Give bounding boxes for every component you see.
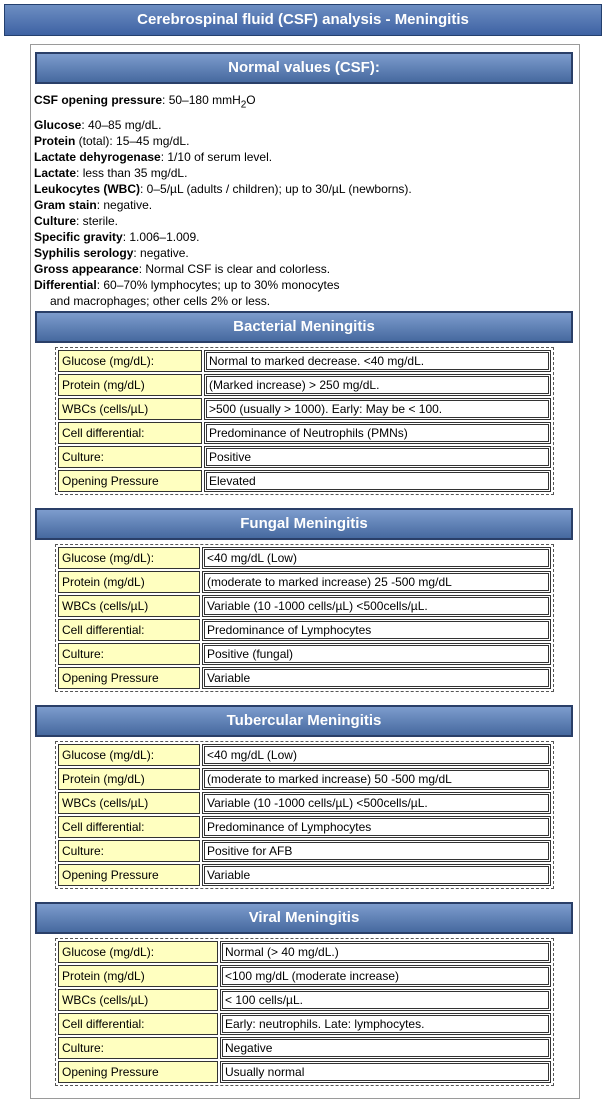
normal-line-syphilis: Syphilis serology: negative. bbox=[34, 246, 189, 261]
table-row bbox=[58, 643, 551, 665]
table-row bbox=[58, 422, 551, 444]
table-row bbox=[58, 941, 551, 963]
row-label: WBCs (cells/µL) bbox=[58, 989, 218, 1011]
row-value: Predominance of Lymphocytes bbox=[202, 619, 551, 641]
normal-line-differential: Differential: 60–70% lymphocytes; up to 30% monocytes bbox=[34, 278, 340, 293]
tubercular-meningitis-table bbox=[55, 741, 554, 889]
row-label: Protein (mg/dL) bbox=[58, 374, 202, 396]
table-row bbox=[58, 744, 551, 766]
viral-meningitis-header: Viral Meningitis bbox=[35, 902, 573, 934]
table-row bbox=[58, 1061, 551, 1083]
normal-line-gross-appearance: Gross appearance: Normal CSF is clear and colorless. bbox=[34, 262, 331, 277]
table-row bbox=[58, 446, 551, 468]
fungal-meningitis-table bbox=[55, 544, 554, 692]
row-value: Elevated bbox=[204, 470, 551, 492]
row-label: Glucose (mg/dL): bbox=[58, 941, 218, 963]
normal-line-opening-pressure: CSF opening pressure: 50–180 mmH$_2$O bbox=[34, 93, 256, 111]
table-row bbox=[58, 1037, 551, 1059]
row-label: Cell differential: bbox=[58, 619, 200, 641]
fungal-meningitis-header: Fungal Meningitis bbox=[35, 508, 573, 540]
table-row bbox=[58, 619, 551, 641]
table-row bbox=[58, 571, 551, 593]
row-label: Protein (mg/dL) bbox=[58, 571, 200, 593]
normal-line-gram-stain: Gram stain: negative. bbox=[34, 198, 153, 213]
row-value: >500 (usually > 1000). Early: May be < 100. bbox=[204, 398, 551, 420]
row-value: Positive bbox=[204, 446, 551, 468]
row-value: Normal to marked decrease. <40 mg/dL. bbox=[204, 350, 551, 372]
row-value: <100 mg/dL (moderate increase) bbox=[220, 965, 551, 987]
normal-line-culture: Culture: sterile. bbox=[34, 214, 119, 229]
normal-line-protein: Protein (total): 15–45 mg/dL. bbox=[34, 134, 190, 149]
normal-line-ldh: Lactate dehyrogenase: 1/10 of serum level. bbox=[34, 150, 273, 165]
table-row bbox=[58, 1013, 551, 1035]
row-value: Variable bbox=[202, 667, 551, 689]
row-value: < 100 cells/µL. bbox=[220, 989, 551, 1011]
row-value: (Marked increase) > 250 mg/dL. bbox=[204, 374, 551, 396]
row-value: Variable (10 -1000 cells/µL) <500cells/µL. bbox=[202, 792, 551, 814]
bacterial-meningitis-table bbox=[55, 347, 554, 495]
row-label: WBCs (cells/µL) bbox=[58, 398, 202, 420]
row-value: Negative bbox=[220, 1037, 551, 1059]
normal-line-differential-cont: and macrophages; other cells 2% or less. bbox=[50, 294, 271, 309]
normal-values-list bbox=[34, 92, 574, 309]
row-value: <40 mg/dL (Low) bbox=[202, 744, 551, 766]
row-value: Variable (10 -1000 cells/µL) <500cells/µL. bbox=[202, 595, 551, 617]
row-value: Normal (> 40 mg/dL.) bbox=[220, 941, 551, 963]
row-label: Glucose (mg/dL): bbox=[58, 744, 200, 766]
row-label: Opening Pressure bbox=[58, 470, 202, 492]
bacterial-meningitis-header: Bacterial Meningitis bbox=[35, 311, 573, 343]
page-title: Cerebrospinal fluid (CSF) analysis - Meningitis bbox=[4, 4, 602, 36]
row-label: Culture: bbox=[58, 840, 200, 862]
row-label: Culture: bbox=[58, 446, 202, 468]
table-row bbox=[58, 667, 551, 689]
row-value: <40 mg/dL (Low) bbox=[202, 547, 551, 569]
row-value: Early: neutrophils. Late: lymphocytes. bbox=[220, 1013, 551, 1035]
row-value: (moderate to marked increase) 50 -500 mg/dL bbox=[202, 768, 551, 790]
row-label: Opening Pressure bbox=[58, 1061, 218, 1083]
normal-line-leukocytes: Leukocytes (WBC): 0–5/µL (adults / children); up to 30/µL (newborns). bbox=[34, 182, 412, 197]
normal-values-header: Normal values (CSF): bbox=[35, 52, 573, 84]
table-row bbox=[58, 989, 551, 1011]
table-row bbox=[58, 840, 551, 862]
table-row bbox=[58, 374, 551, 396]
table-row bbox=[58, 470, 551, 492]
table-row bbox=[58, 965, 551, 987]
row-label: Opening Pressure bbox=[58, 864, 200, 886]
row-value: Predominance of Lymphocytes bbox=[202, 816, 551, 838]
normal-line-specific-gravity: Specific gravity: 1.006–1.009. bbox=[34, 230, 200, 245]
row-value: Variable bbox=[202, 864, 551, 886]
row-label: Glucose (mg/dL): bbox=[58, 547, 200, 569]
row-label: Protein (mg/dL) bbox=[58, 768, 200, 790]
table-row bbox=[58, 816, 551, 838]
row-label: Cell differential: bbox=[58, 816, 200, 838]
row-label: Culture: bbox=[58, 1037, 218, 1059]
table-row bbox=[58, 547, 551, 569]
table-row bbox=[58, 792, 551, 814]
row-value: Predominance of Neutrophils (PMNs) bbox=[204, 422, 551, 444]
table-row bbox=[58, 398, 551, 420]
row-label: Glucose (mg/dL): bbox=[58, 350, 202, 372]
row-value: Usually normal bbox=[220, 1061, 551, 1083]
row-label: Cell differential: bbox=[58, 422, 202, 444]
normal-line-glucose: Glucose: 40–85 mg/dL. bbox=[34, 118, 162, 133]
tubercular-meningitis-header: Tubercular Meningitis bbox=[35, 705, 573, 737]
row-label: Protein (mg/dL) bbox=[58, 965, 218, 987]
table-row bbox=[58, 350, 551, 372]
row-value: Positive (fungal) bbox=[202, 643, 551, 665]
table-row bbox=[58, 768, 551, 790]
row-value: Positive for AFB bbox=[202, 840, 551, 862]
row-label: Opening Pressure bbox=[58, 667, 200, 689]
row-label: WBCs (cells/µL) bbox=[58, 595, 200, 617]
table-row bbox=[58, 595, 551, 617]
row-label: Cell differential: bbox=[58, 1013, 218, 1035]
viral-meningitis-table bbox=[55, 938, 554, 1086]
row-value: (moderate to marked increase) 25 -500 mg/dL bbox=[202, 571, 551, 593]
table-row bbox=[58, 864, 551, 886]
normal-line-lactate: Lactate: less than 35 mg/dL. bbox=[34, 166, 188, 181]
row-label: WBCs (cells/µL) bbox=[58, 792, 200, 814]
row-label: Culture: bbox=[58, 643, 200, 665]
